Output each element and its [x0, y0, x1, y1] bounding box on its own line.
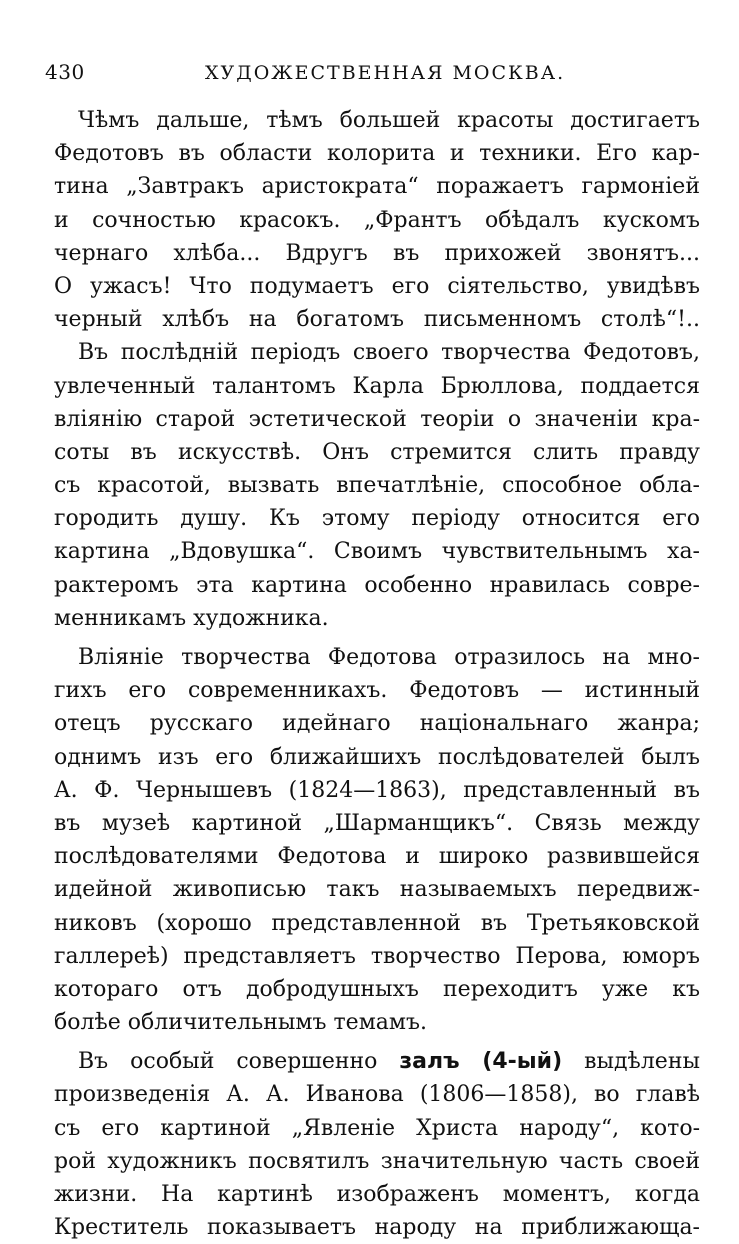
text-line: гихъ его современникахъ. Федотовъ — истинный: [54, 678, 700, 704]
paragraph: [54, 104, 700, 336]
text-line: отецъ русскаго идейнаго національнаго жанра;: [54, 711, 700, 737]
paragraph: [54, 336, 700, 635]
page-header: [45, 60, 695, 92]
paragraph: [54, 1045, 700, 1244]
text-line-with-bold: [54, 1045, 700, 1078]
text-line: съ его картиной „Явленіе Христа народу“, кото-: [54, 1115, 700, 1141]
text-line: вліянію старой эстетической теоріи о значеніи кра-: [54, 406, 700, 432]
text-line: соты въ искусствѣ. Онъ стремится слить правду: [54, 439, 700, 465]
text-line: увлеченный талантомъ Карла Брюллова, поддается: [54, 373, 700, 399]
body-text: [54, 104, 700, 1244]
text-line: рой художникъ посвятилъ значительную часть своей: [54, 1148, 700, 1174]
text-line: Чѣмъ дальше, тѣмъ большей красоты достигаетъ: [78, 108, 700, 133]
text-line: черный хлѣбъ на богатомъ письменномъ столѣ“!..: [54, 307, 700, 333]
text-line: болѣе обличительнымъ темамъ.: [54, 1010, 428, 1036]
hall-label: залъ (4-ый): [399, 1049, 563, 1075]
text-line: Федотовъ въ области колорита и техники. Его кар-: [54, 141, 700, 167]
text-line: произведенія А. А. Иванова (1806—1858), во главѣ: [54, 1082, 700, 1108]
text-line: жизни. На картинѣ изображенъ моментъ, когда: [54, 1182, 700, 1207]
text-line: Въ послѣдній періодъ своего творчества Федотовъ,: [78, 340, 700, 366]
text-line: менникамъ художника.: [54, 605, 329, 631]
text-line: съ красотой, вызвать впечатлѣніе, способное обла-: [54, 473, 700, 499]
running-title: ХУДОЖЕСТВЕННАЯ МОСКВА.: [205, 62, 566, 84]
page-number: 430: [45, 60, 85, 84]
line-prefix: Въ особый совершенно: [78, 1049, 400, 1075]
text-line: рактеромъ эта картина особенно нравилась совре-: [54, 572, 700, 598]
text-line: городить душу. Къ этому періоду относится его: [54, 506, 700, 532]
text-line: однимъ изъ его ближайшихъ послѣдователей былъ: [54, 744, 700, 770]
text-line: Креститель показываетъ народу на приближающа-: [54, 1215, 700, 1241]
paragraph: [54, 641, 700, 1039]
text-line: въ музеѣ картиной „Шарманщикъ“. Связь между: [54, 810, 700, 836]
line-suffix: выдѣлены: [562, 1049, 700, 1075]
text-line: котораго отъ добродушныхъ переходитъ уже къ: [54, 976, 700, 1002]
text-line: и сочностью красокъ. „Франтъ обѣдалъ кускомъ: [54, 207, 700, 233]
text-line: Вліяніе творчества Федотова отразилось на мно-: [78, 645, 700, 670]
text-line: послѣдователями Федотова и широко развившейся: [54, 844, 700, 870]
text-line: О ужасъ! Что подумаетъ его сіятельство, увидѣвъ: [54, 273, 700, 299]
text-line: галлереѣ) представляетъ творчество Перова, юморъ: [54, 943, 700, 969]
text-line: картина „Вдовушка“. Своимъ чувствительнымъ ха-: [54, 539, 700, 565]
text-line: чернаго хлѣба... Вдругъ въ прихожей звонятъ...: [54, 240, 700, 266]
text-line: никовъ (хорошо представленной въ Третьяковской: [54, 910, 700, 936]
text-line: А. Ф. Чернышевъ (1824—1863), представленный въ: [54, 777, 700, 803]
text-line: идейной живописью такъ называемыхъ передвиж-: [54, 877, 700, 903]
text-line: тина „Завтракъ аристократа“ поражаетъ гармоніей: [54, 174, 700, 200]
